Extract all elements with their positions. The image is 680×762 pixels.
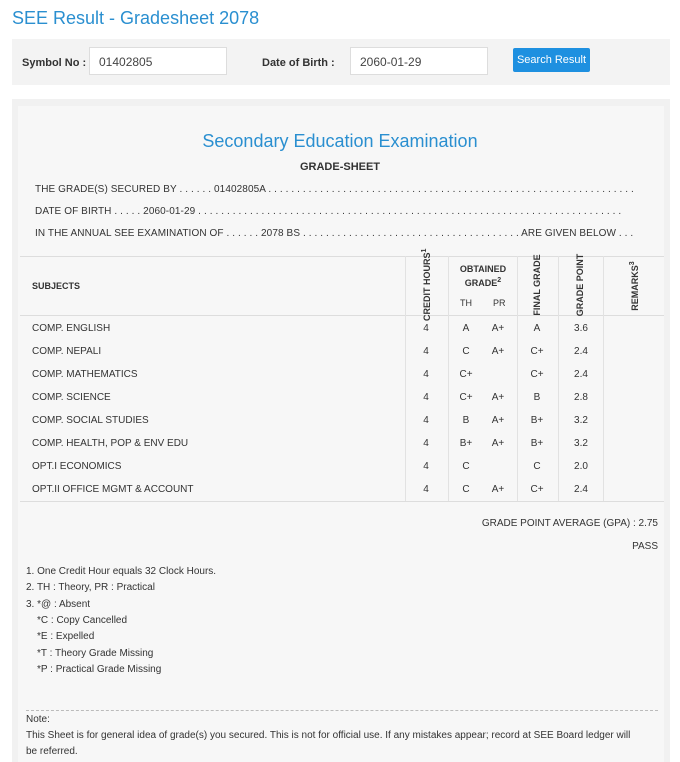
legend-item: *T : Theory Grade Missing — [37, 648, 154, 659]
subject-name: OPT.I ECONOMICS — [32, 461, 122, 472]
table-row — [20, 455, 664, 478]
subject-name: COMP. SCIENCE — [32, 392, 111, 403]
page-title: SEE Result - Gradesheet 2078 — [12, 8, 260, 28]
table-row — [20, 409, 664, 432]
theory-grade-cell: B+ — [459, 438, 473, 449]
subject-name: COMP. MATHEMATICS — [32, 369, 138, 380]
credit-hours-cell: 4 — [423, 369, 429, 380]
grade-point-cell: 2.4 — [574, 484, 588, 495]
final-grade-cell: C+ — [530, 484, 544, 495]
note-label: Note: — [26, 714, 50, 725]
table-row — [20, 432, 664, 455]
obtained-grade-header: OBTAINED GRADE$^2$ — [459, 264, 507, 288]
final-grade-cell: B+ — [530, 438, 544, 449]
pr-header: PR — [493, 298, 506, 308]
practical-grade-cell: A+ — [491, 415, 505, 426]
dob-label: Date of Birth : — [262, 57, 335, 69]
theory-grade-cell: A — [462, 323, 470, 334]
credit-hours-cell: 4 — [423, 392, 429, 403]
result-status: PASS — [632, 541, 658, 552]
credit-hours-cell: 4 — [423, 438, 429, 449]
grade-point-cell: 3.2 — [574, 415, 588, 426]
table-row — [20, 340, 664, 363]
practical-grade-cell: A+ — [491, 438, 505, 449]
gradesheet-title: GRADE-SHEET — [299, 161, 381, 173]
legend-item: 2. TH : Theory, PR : Practical — [26, 582, 155, 593]
final-grade-cell: C+ — [530, 369, 544, 380]
credit-hours-cell: 4 — [423, 415, 429, 426]
theory-grade-cell: C — [462, 484, 470, 495]
grade-point-cell: 3.6 — [574, 323, 588, 334]
grade-point-cell: 2.4 — [574, 369, 588, 380]
practical-grade-cell: A+ — [491, 484, 505, 495]
theory-grade-cell: C — [462, 461, 470, 472]
table-header-border — [20, 315, 664, 316]
legend-item: *P : Practical Grade Missing — [37, 664, 162, 675]
subject-name: COMP. ENGLISH — [32, 323, 111, 334]
exam-title: Secondary Education Examination — [202, 131, 478, 151]
table-row — [20, 317, 664, 340]
symbol-label: Symbol No : — [22, 57, 87, 69]
final-grade-header: FINAL GRADE — [532, 254, 542, 316]
subject-name: OPT.II OFFICE MGMT & ACCOUNT — [32, 484, 194, 495]
legend-item: *C : Copy Cancelled — [37, 615, 128, 626]
credit-hours-cell: 4 — [423, 484, 429, 495]
search-result-button[interactable]: Search Result — [513, 48, 590, 72]
grade-point-cell: 2.4 — [574, 346, 588, 357]
subjects-header: SUBJECTS — [32, 281, 81, 291]
legend-item: 3. *@ : Absent — [26, 599, 91, 610]
grade-point-cell: 3.2 — [574, 438, 588, 449]
theory-grade-cell: C — [462, 346, 470, 357]
practical-grade-cell: A+ — [491, 323, 505, 334]
grade-secured-by-line: THE GRADE(S) SECURED BY . . . . . . 01402805A . . . . . . . . . . . . . . . . . . . . . . . . . . . . . . . . . . . . . . . . . . . . . . . . . . . . . . . . . . . . . . . . — [35, 184, 634, 195]
final-grade-cell: B — [533, 392, 541, 403]
final-grade-cell: C — [533, 461, 541, 472]
final-grade-cell: C+ — [530, 346, 544, 357]
theory-grade-cell: C+ — [459, 392, 473, 403]
theory-grade-cell: C+ — [459, 369, 473, 380]
theory-grade-cell: B — [462, 415, 470, 426]
subject-name: COMP. SOCIAL STUDIES — [32, 415, 149, 426]
dob-input[interactable]: 2060-01-29 — [350, 47, 488, 75]
practical-grade-cell: A+ — [491, 346, 505, 357]
credit-hours-cell: 4 — [423, 461, 429, 472]
gpa-text: GRADE POINT AVERAGE (GPA) : 2.75 — [481, 518, 658, 529]
th-header: TH — [460, 298, 472, 308]
final-grade-cell: B+ — [530, 415, 544, 426]
credit-hours-cell: 4 — [423, 346, 429, 357]
divider — [26, 710, 658, 711]
table-bottom-border — [20, 501, 664, 502]
legend-item: *E : Expelled — [37, 631, 95, 642]
table-row — [20, 478, 664, 501]
table-row — [20, 363, 664, 386]
remarks-header: REMARKS$^3$ — [629, 261, 640, 311]
table-row — [20, 386, 664, 409]
note-text: This Sheet is for general idea of grade(s) you secured. This is not for official use. If any mistakes appear; record at SEE Board ledger will be referred. — [26, 730, 631, 757]
credit-hours-header: CREDIT HOURS$^1$ — [421, 248, 432, 321]
grade-point-cell: 2.0 — [574, 461, 588, 472]
grade-point-cell: 2.8 — [574, 392, 588, 403]
subject-name: COMP. HEALTH, POP & ENV EDU — [32, 438, 189, 449]
grade-point-header: GRADE POINT — [575, 253, 585, 317]
legend-item: 1. One Credit Hour equals 32 Clock Hours. — [26, 566, 217, 577]
final-grade-cell: A — [533, 323, 541, 334]
symbol-input[interactable]: 01402805 — [89, 47, 227, 75]
table-top-border — [20, 256, 664, 257]
exam-year-line: IN THE ANNUAL SEE EXAMINATION OF . . . . . . 2078 BS . . . . . . . . . . . . . . . . . . . . . . . . . . . . . . . . . . . . . . ARE GIVEN BELOW . . . — [35, 228, 634, 239]
date-of-birth-line: DATE OF BIRTH . . . . . 2060-01-29 . . . . . . . . . . . . . . . . . . . . . . . . . . . . . . . . . . . . . . . . . . . . . . . . . . . . . . . . . . . . . . . . . . . . . . . . . . — [35, 206, 622, 217]
practical-grade-cell: A+ — [491, 392, 505, 403]
credit-hours-cell: 4 — [423, 323, 429, 334]
subject-name: COMP. NEPALI — [32, 346, 102, 357]
